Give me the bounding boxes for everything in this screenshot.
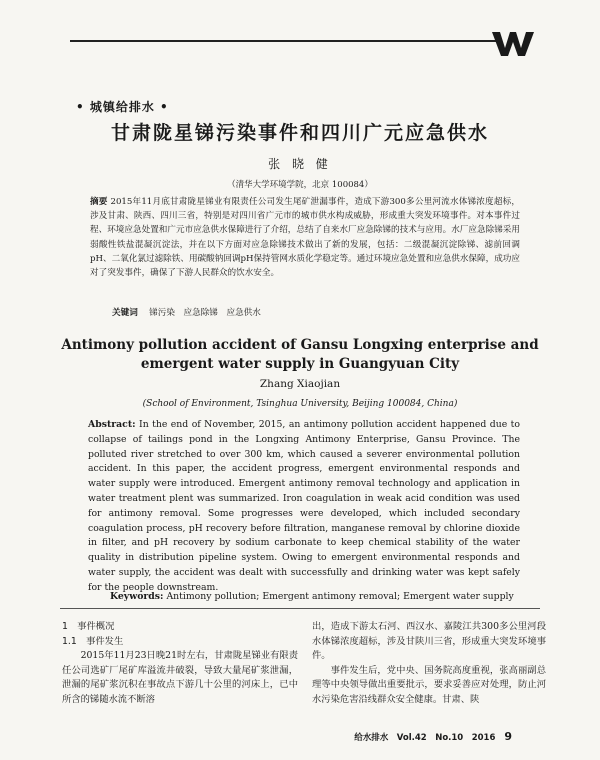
footer-journal: 给水排水 Vol.42 No.10 2016 <box>354 733 496 743</box>
abstract-zh-text: 2015年11月底甘肃陇星锑业有限责任公司发生尾矿泄漏事件，造成下游300多公里河流水体锑浓度超标，涉及甘肃、陕西、四川三省，特别是对四川省广元市的城市供水构成威胁，形成重大突发环境事件。对本事件过程、环境应急处置和广元市应急供水保障进行了介绍，总结了自来水厂应急除锑的技术与应用。水厂应急除锑采用弱酸性铁盐混凝沉淀法，并在以下方面对应急除锑技术做出了新的发展，包括：二级混凝沉淀除锑、滤前回调pH、二氧化氯过滤除铁、用碳酸钠回调pH保持管网水质化学稳定等。通过环境应急处置和应急供水保障，成功应对了突发事件，确保了下游人民群众的饮水安全。 <box>90 197 520 279</box>
author-zh: 张 晓 健 <box>268 157 332 171</box>
subsection-heading-1-1: 1.1 事件发生 <box>62 635 124 647</box>
keywords-en-text: Antimony pollution; Emergent antimony removal; Emergent water supply <box>166 591 514 602</box>
body-column-right <box>312 620 546 707</box>
body-paragraph-1: 2015年11月23日晚21时左右，甘肃陇星锑业有限责任公司选矿厂尾矿库溢流井破裂，导致大量尾矿浆泄漏，泄漏的尾矿浆沉积在事故点下游几十公里的河床上，已中所含的锑随水流不断溶 <box>62 650 298 705</box>
page-footer <box>354 730 512 743</box>
title-en-line2: emergent water supply in Guangyuan City <box>140 356 460 372</box>
section-tag: • 城镇给排水 • <box>76 100 169 114</box>
abstract-en-label: Abstract: <box>88 419 136 430</box>
abstract-en-text: In the end of November, 2015, an antimony pollution accident happened due to collapse of tailings pond in the Longxing Antimony Enterprise, Gansu Province. The polluted river stretched to over 300 km, which caused a severer environmental pollution accident. In this paper, the accident progress, emergent environmental responds and water supply were introduced. Emergent antimony removal technology and application in water treatment plent was summarized. Iron coagulation in weak acid condition was used for antimony removal. Some progresses were developed, which included secondary coagulation process, pH recovery before filtration, manganese removal by chlorine dioxide in filter, and pH recovery by sodium carbonate to keep chemical stability of the water quality in distribution pipeline system. Owing to emergent environmental responds and water supply, the accident was dealt with successfully and drinking water was kept safely for the people downstream. <box>88 419 520 593</box>
author-en: Zhang Xiaojian <box>259 378 341 390</box>
title-en-line1: Antimony pollution accident of Gansu Longxing enterprise and <box>61 337 539 353</box>
abstract-en <box>88 418 520 596</box>
body-column-left <box>62 620 298 707</box>
abstract-zh <box>90 195 520 280</box>
abstract-zh-label: 摘要 <box>90 197 108 207</box>
body-paragraph-1-cont: 出，造成下游太石河、西汉水、嘉陵江共300多公里河段水体锑浓度超标，涉及甘陕川三省，形成重大突发环境事件。 <box>312 621 546 661</box>
keywords-zh-label: 关键词 <box>112 308 138 318</box>
page-number: 9 <box>504 730 512 743</box>
keywords-en-label: Keywords: <box>110 591 164 602</box>
keywords-en <box>110 591 530 602</box>
journal-w-logo-icon <box>492 28 534 58</box>
body-paragraph-2: 事件发生后，党中央、国务院高度重视，张高丽副总理等中央领导做出重要批示，要求妥善应对处理，防止河水污染危害沿线群众安全健康。甘肃、陕 <box>312 664 546 705</box>
affiliation-en: (School of Environment, Tsinghua University, Beijing 100084, China) <box>142 399 458 409</box>
keywords-zh <box>112 306 512 318</box>
section-divider <box>60 608 540 609</box>
section-heading-1: 1 事件概况 <box>62 621 115 632</box>
article-title-zh: 甘肃陇星锑污染事件和四川广元应急供水 <box>110 122 489 144</box>
keywords-zh-text: 锑污染 应急除锑 应急供水 <box>149 308 261 318</box>
article-title-en <box>60 336 540 374</box>
header-rule <box>70 40 500 42</box>
affiliation-zh: （清华大学环境学院，北京 100084） <box>227 180 373 190</box>
